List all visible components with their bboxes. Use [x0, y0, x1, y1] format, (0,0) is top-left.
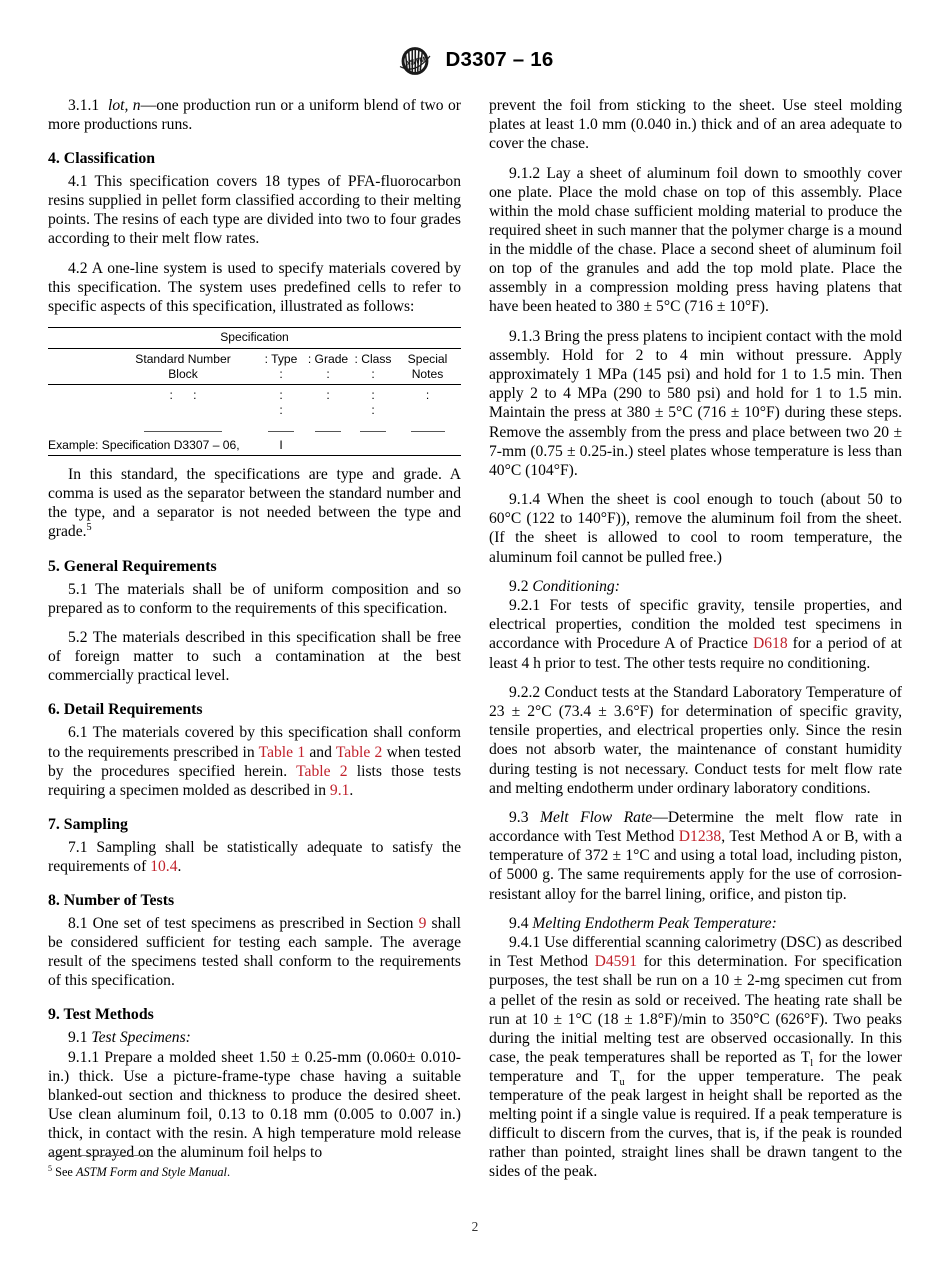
header-special: Special	[407, 351, 448, 366]
header-type: : Type	[264, 351, 298, 366]
p921-a: 9.2.1 For tests of specific gravity, tensile properties, and electrical properties, condition the molded test specimens in accordance with Procedure A of Practice	[489, 597, 902, 653]
cell-type-colon-2: :	[279, 402, 283, 417]
link-test-method-d4591[interactable]: D4591	[594, 953, 638, 971]
header-cell-special-notes	[394, 352, 461, 382]
subscript-upper: u	[619, 1077, 625, 1089]
p93-num: 9.3	[509, 809, 540, 827]
astm-logo-icon	[396, 46, 434, 76]
paragraph-6-1	[48, 723, 461, 799]
paragraph-9-1-4: 9.1.4 When the sheet is cool enough to touch (about 50 to 60°C (122 to 140°F)), remove the aluminum foil from the sheet. (If the sheet is allowed to cool to room temperature, the aluminum foil cannot be pulled free.)	[489, 491, 902, 566]
heading-9-test-methods: 9. Test Methods	[48, 1006, 154, 1024]
header-notes: Notes	[411, 366, 444, 381]
paragraph-9-1-1-continued: prevent the foil from sticking to the sheet. Use steel molding plates at least 1.0 mm (0.040 in.) thick and of an area adequate to cover the chase.	[489, 97, 902, 153]
right-text-column	[489, 96, 902, 1181]
table-title: Specification	[220, 330, 289, 345]
p93-a: —Determine the melt flow rate in accordance with Test Method	[489, 809, 902, 846]
blank-line-type	[268, 422, 294, 432]
paragraph-3-1-1	[48, 96, 461, 134]
header-grade: : Grade	[307, 351, 349, 366]
p93-title: Melt Flow Rate	[540, 809, 653, 827]
cell-class-colon-2: :	[371, 402, 375, 417]
p61-c: when tested by the procedures specified herein.	[48, 743, 462, 780]
para-text: —one production run or a uniform blend of two or more productions runs.	[48, 97, 461, 134]
p91-num: 9.1	[68, 1029, 92, 1047]
p61-b: and	[305, 743, 336, 761]
paragraph-9-4-title	[489, 914, 902, 933]
paragraph-8-1	[48, 914, 461, 990]
paragraph-9-1-title	[48, 1028, 461, 1047]
paragraph-7-1	[48, 838, 461, 876]
colon-b: :	[193, 387, 197, 402]
cell-notes-colon: :	[425, 387, 430, 402]
link-section-9-1[interactable]: 9.1	[329, 781, 350, 799]
p941-a: 9.4.1 Use differential scanning calorimetry (DSC) as described in Test Method	[489, 934, 902, 971]
blank-line-class	[360, 422, 386, 432]
p941-d: for the upper temperature. The peak temperature of the peak largest in height shall be reported as the melting point if a single value is required. If a peak temperature is difficult to discern from the curves, that is, if the peak is rounded rather than pointed, straight lines shall be drawn tangent to the sides of the peak.	[489, 1067, 903, 1181]
link-table-1[interactable]: Table 1	[258, 743, 306, 761]
footnote-title: ASTM Form and Style Manual	[75, 1165, 227, 1179]
blank-notes	[394, 421, 461, 436]
heading-4-classification: 4. Classification	[48, 150, 156, 168]
cell-type-colon: :	[279, 387, 283, 402]
paragraph-5-2: 5.2 The materials described in this specification shall be free of foreign matter to such a contamination at the best commercially practical level.	[48, 629, 461, 685]
table-blanks-row	[48, 418, 461, 435]
link-table-2[interactable]: Table 2	[335, 743, 383, 761]
p941-b: for this determination. For specification purposes, the test shall be run on a 10 ± 2-mg specimen cut from a pellet of the resin as sold or received. The heating rate shall be run at 10 ± 1°C (18 ± 1.8°F)/min to 350°C (626°F). Two peaks during the initial melting test are observed occasionally. In this case, the peak temperatures shall be reported as T	[489, 953, 902, 1066]
blank-type	[258, 421, 304, 436]
blank-line-grade	[315, 422, 341, 432]
page-header	[0, 45, 950, 75]
header-cell-class	[352, 352, 394, 382]
paragraph-9-2-1	[489, 596, 902, 672]
p81-a: 8.1 One set of test specimens as prescribed in Section	[68, 915, 419, 933]
header-block: Block	[168, 366, 198, 381]
cell-grade-colon: :	[326, 387, 330, 402]
paragraph-5-1: 5.1 The materials shall be of uniform composition and so prepared as to conform to the requirements of this specification.	[48, 580, 461, 617]
p92-title: Conditioning:	[532, 578, 620, 596]
p92-num: 9.2	[509, 578, 533, 596]
link-practice-d618[interactable]: D618	[752, 635, 788, 653]
heading-7-sampling: 7. Sampling	[48, 815, 128, 833]
footnote-marker: 5	[48, 1163, 53, 1173]
p61-d: lists those tests requiring a specimen molded as described in	[48, 762, 462, 799]
link-table-2-second[interactable]: Table 2	[296, 762, 348, 780]
paragraph-9-1-3: 9.1.3 Bring the press platens to incipient contact with the mold assembly. Hold for 2 to 4 min without pressure. Apply approximately 1 MPa (145 psi) and hold for 1 to 1.5 min. Then apply 2 to 4 MPa (290 to 580 psi) and hold for 1 to 1.5 min. Maintain the press at 380 ± 5°C (716 ± 10°F) during these steps. Remove the assembly from the press and place between two 20 ± 7-mm (0.75 ± 0.25-in.) steel plates whose temperature is less than 40°C (104°F).	[489, 328, 902, 479]
link-test-method-d1238[interactable]: D1238	[678, 828, 722, 846]
subscript-lower: l	[810, 1057, 814, 1069]
table-example-row	[48, 435, 461, 456]
svg-text:ASTM: ASTM	[404, 54, 428, 69]
footnote-lead: See	[52, 1165, 76, 1179]
left-text-column	[48, 96, 461, 1162]
link-section-10-4[interactable]: 10.4	[150, 857, 178, 875]
link-section-9[interactable]: 9	[418, 915, 427, 933]
paragraph-after-table	[48, 465, 461, 541]
table-colon-row-2	[48, 403, 461, 418]
header-standard-number: Standard Number	[135, 351, 231, 366]
header-type-colon: :	[279, 366, 283, 381]
example-label: Example: Specification D3307 – 06,	[48, 437, 240, 452]
blank-grade	[304, 421, 352, 436]
blank-line-long	[144, 422, 222, 432]
table-header-row	[48, 349, 461, 384]
table-bottom-rule	[48, 455, 461, 456]
specification-table	[48, 327, 461, 456]
p61-e: .	[349, 781, 354, 799]
document-number: D3307 – 16	[445, 48, 554, 71]
blank-standard-number	[108, 421, 258, 436]
p81-b: shall be considered sufficient for testing each sample. The average result of the specimens tested shall conform to the requirements of this specification.	[48, 915, 461, 990]
para-number: 3.1.1	[68, 97, 100, 114]
example-type-value: I	[279, 437, 283, 452]
footnote-entry-5	[48, 1165, 461, 1180]
colon-a: :	[169, 387, 173, 402]
heading-6-detail-requirements: 6. Detail Requirements	[48, 701, 203, 719]
footnote-rule	[48, 1155, 152, 1156]
paragraph-9-2-2: 9.2.2 Conduct tests at the Standard Laboratory Temperature of 23 ± 2°C (73.4 ± 3.6°F) for determination of specific gravity, tensile properties, and electrical properties only. Since the resin does not absorb water, the maintenance of constant humidity during testing is not necessary. Conduct tests for melt flow rate and melting endotherm under ordinary laboratory conditions.	[489, 684, 902, 797]
paragraph-9-1-1: 9.1.1 Prepare a molded sheet 1.50 ± 0.25-mm (0.060± 0.010-in.) thick. Use a picture-frame-type chase having a suitable blanked-out section and thickness to produce the desired sheet. Use clean aluminum foil, 0.13 to 0.18 mm (0.005 to 0.007 in.) thick, in contact with the resin. A high temperature mold release agent sprayed on the aluminum foil helps to	[48, 1048, 461, 1161]
p61-a: 6.1 The materials covered by this specification shall conform to the requirements prescribed in	[48, 724, 461, 761]
p93-b: , Test Method A or B, with a temperature of 372 ± 1°C and using a total load, including piston, of 5000 g. The same requirements apply for the use of corrosion-resistant alloy for the barrel lining, orifice, and piston tip.	[489, 828, 902, 903]
heading-8-number-of-tests: 8. Number of Tests	[48, 892, 175, 910]
p71-a: 7.1 Sampling shall be statistically adequate to satisfy the requirements of	[48, 838, 461, 875]
table-colon-row-1	[48, 385, 461, 403]
para-after-table-text: In this standard, the specifications are type and grade. A comma is used as the separator between the standard number and the type, and a separator is not needed between the type and grade.	[48, 466, 461, 541]
header-class: : Class	[354, 351, 392, 366]
p94-num: 9.4	[509, 915, 533, 933]
header-class-colon: :	[371, 366, 375, 381]
defined-term: lot, n	[108, 97, 141, 114]
header-cell-type	[258, 352, 304, 382]
page-number: 2	[471, 1219, 479, 1234]
p71-b: .	[177, 857, 182, 875]
footnote-block	[48, 1155, 461, 1180]
paragraph-4-1: 4.1 This specification covers 18 types of PFA-fluorocarbon resins supplied in pellet form classified according to their melting points. The resins of each type are divided into two to four grades according to their melt flow rates.	[48, 173, 461, 248]
cell-block-colons	[108, 388, 258, 403]
header-cell-grade	[304, 352, 352, 382]
header-cell-standard-number-block	[108, 352, 258, 382]
blank-line-notes	[411, 422, 445, 432]
paragraph-9-2-title	[489, 577, 902, 596]
cell-class-colon: :	[371, 387, 375, 402]
blank-class	[352, 421, 394, 436]
p94-title: Melting Endotherm Peak Temperature:	[532, 915, 777, 933]
paragraph-9-4-1	[489, 933, 902, 1181]
footnote-ref-5: 5	[86, 522, 92, 534]
paragraph-9-1-2: 9.1.2 Lay a sheet of aluminum foil down to smoothly cover one plate. Place the mold chase on top of this assembly. Place within the mold chase sufficient molding material to produce the required sheet in such manner that the polymer charge is a mound in the middle of the chase. Place a second sheet of aluminum foil on top of the granules and add the top mold plate. Place the assembly in a compression molding press having platens that have been heated to 380 ± 5°C (716 ± 10°F).	[489, 164, 902, 316]
heading-5-general-requirements: 5. General Requirements	[48, 557, 217, 575]
paragraph-4-2: 4.2 A one-line system is used to specify materials covered by this specification. The system uses predefined cells to refer to specific aspects of this specification, illustrated as follows:	[48, 260, 461, 316]
p921-b: for a period of at least 4 h prior to test. The other tests require no conditioning.	[489, 635, 902, 672]
p941-c: for the lower temperature and T	[489, 1048, 902, 1085]
header-grade-colon: :	[326, 366, 330, 381]
footnote-tail: .	[226, 1165, 231, 1179]
p91-title: Test Specimens:	[91, 1029, 191, 1047]
paragraph-9-3	[489, 808, 902, 903]
